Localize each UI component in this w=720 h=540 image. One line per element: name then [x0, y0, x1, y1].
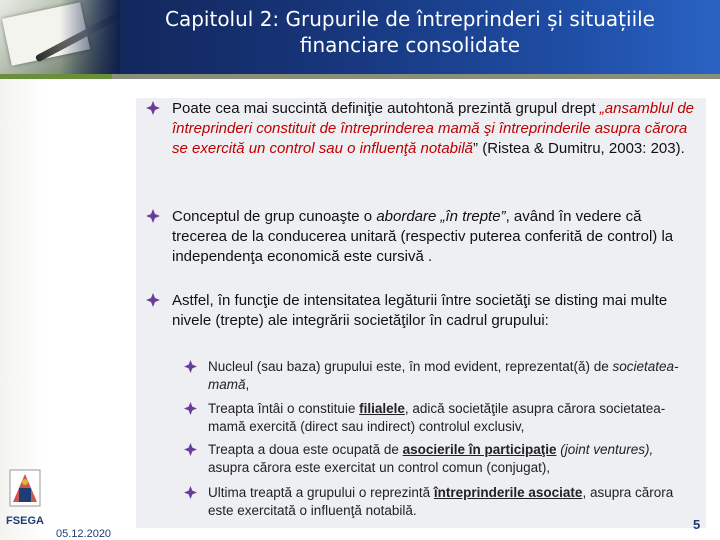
header-accent-bar — [112, 74, 720, 79]
title-line-1: Capitolul 2: Grupurile de întreprinderi și situațiile — [165, 7, 655, 31]
fsega-logo-icon — [2, 466, 48, 534]
title-line-2: financiare consolidate — [299, 33, 521, 57]
diamond-bullet-icon — [146, 209, 160, 223]
diamond-bullet-icon — [184, 443, 197, 456]
diamond-bullet-icon — [184, 360, 197, 373]
subbullet-text: Ultima treaptă a grupului o reprezintă întreprinderile asociate, asupra cărora este exercitată o influenţă notabilă. — [208, 485, 674, 518]
diamond-bullet-icon — [184, 402, 197, 415]
slide-title — [110, 6, 710, 58]
subbullet-text: Treapta a doua este ocupată de asocierile în participaţie (joint ventures), asupra cărora este exercitat un control comun (conjugat), — [208, 442, 654, 475]
bullet-text: Poate cea mai succintă definiţie autohtonă prezintă grupul drept „ansamblul de întreprinderi constituit de întreprinderea mamă şi întreprinderile asupra cărora se exercită un control sau o influenţă notabilă” (Ristea & Dumitru, 2003: 203). — [172, 100, 694, 157]
bullet-text: Astfel, în funcţie de intensitatea legăturii între societăţi se disting mai multe nivele (trepte) ale integrării societăţilor în cadrul grupului: — [172, 292, 668, 329]
subbullet-text: Nucleul (sau baza) grupului este, în mod evident, reprezentat(ă) de societatea-mamă, — [208, 359, 679, 392]
header-photo — [0, 0, 120, 74]
diamond-bullet-icon — [184, 486, 197, 499]
subbullet-text: Treapta întâi o constituie filialele, adică societăţile asupra cărora societatea-mamă exercită (direct sau indirect) controlul exclusiv, — [208, 401, 666, 434]
diamond-bullet-icon — [146, 101, 160, 115]
diamond-bullet-icon — [146, 293, 160, 307]
slide-date: 05.12.2020 — [56, 528, 112, 540]
logo-text: FSEGA — [6, 515, 44, 527]
header-band — [0, 0, 720, 74]
bullet-text: Conceptul de grup cunoaşte o abordare „în trepte”, având în vedere că trecerea de la conducerea unitară (respectiv puterea conferită de control) la independenţa economică este cursivă . — [172, 208, 674, 265]
page-number: 5 — [693, 517, 701, 532]
